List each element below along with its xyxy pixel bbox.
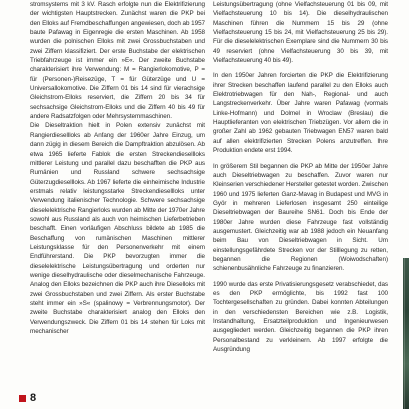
paragraph: stromsystems mit 3 kV. Rasch erfolgte nun die Elektrifizierung der wichtigsten Hauptstrecken. Zunächst waren die PKP bei den Elloks auf Fremdbeschaffungen angewiesen, doch ab 1957 baute Pafawag in Eigenregie die ersten Maschinen. Ab 1958 wurden die polnischen Elloks mit zwei Grossbuchstaben und zwei Ziffern klassifiziert. Der erste Buchstabe der elektrischen Triebfahrzeuge ist immer ein »E«. Der zweite Buchstabe charakterisiert ihre Verwendung: M = Rangierlokomotive, P = für (Personen-)Reisezüge, T = für Güterzüge und U = Universallokomotive. Die Ziffern 01 bis 14 sind für vierachsige Gleichstrom-Elloks reserviert, die Ziffern 20 bis 34 für sechsachsige Gleichstrom-Elloks und die Ziffern 40 bis 49 für andere Radsatzfolgen oder Mehrsystemmaschinen. (30, 1, 205, 121)
paragraph: Die Dieseltraktion hielt in Polen extensiv zunächst mit Rangierdiesellloks ab Anfang der 1960er Jahre Einzug, um dann zügig in diesem Bereich die Dampftraktion abzulösen. Ab etwa 1965 lieferte Fablok die ersten Streckendiesellloks mittlerer Leistung und parallel dazu beschafften die PKP aus Rumänien und Russland schwere sechsachsige Güterzugdiesellloks. Ab 1967 lieferte die einheimische Industrie erstmals relativ leistungsstarke Streckendiesellloks unter Verwendung italienischer Technologie. Schwere sechsachsige dieselelektrische Rangierloks wurden ab Mitte der 1970er Jahre sowohl aus Russland als auch von heimischen Lieferbetrieben beschafft. Einen vorläufigen Abschluss bildete ab 1985 die Beschaffung von rumänischen Maschinen mittlerer Leistungsklasse für den Personenverkehr mit einem Endführerstand. Die PKP bevorzugten immer die dieselelektrische Leistungsübertragung und orderten nur wenige dieselhydraulische oder dieselmechanische Fahrzeuge. Analog den Elloks bezeichnen die PKP auch ihre Dieselloks mit zwei Grossbuchstaben und zwei Ziffern. Als erster Buchstabe steht immer ein »S« (spalinowy = Verbrennungsmotor). Der zweite Buchstabe charakterisiert analog den Elloks den Verwendungszweck. Die Ziffern 01 bis 14 stehen für Loks mit mechanischer (30, 122, 205, 336)
right-text-column (213, 0, 388, 354)
paragraph: In größerem Stil begannen die PKP ab Mitte der 1950er Jahre auch Dieseltriebwagen zu beschaffen. Zuvor waren nur Kleinserien verschiedener Hersteller getestet worden. Zwischen 1960 und 1975 lieferten Ganz-Mavag in Budapest und MVG in Györ in mehreren Lieferlosen insgesamt 250 einteilige Dieseltriebwagen der Baureihe SN61. Doch bis Ende der 1980er Jahre wurden diese Fahrzeuge fast vollständig ausgemustert. Gleichzeitig war ab 1988 jedoch ein Neuanfang beim Bau von Dieseltriebwagen in Sicht. Um einstellungsgefährdete Strecken vor der Stilllegung zu retten, begannen die Regionen (Woiwodschaften) schienenbusähnliche Fahrzeuge zu finanzieren. (213, 162, 388, 273)
left-text-column (30, 0, 205, 336)
page-marker-square (19, 395, 26, 402)
paragraph: 1990 wurde das erste Privatisierungsgesetz verabschiedet, das es den PKP ermöglichte, bis 1992 fast 100 Tochtergesellschaften zu gründen. Dabei konnten Abteilungen in den verschiedensten Bereichen wie z.B. Logistik, Instandhaltung, Ersatzteilproduktion und Ingenieurwesen ausgegliedert werden. Gleichzeitig begannen die PKP ihren Personalbestand zu verkleinern. Ab 1997 erfolgte die Ausgründung (213, 280, 388, 354)
adjacent-photo-edge (403, 258, 409, 409)
page-number: 8 (30, 392, 37, 404)
paragraph: Leistungsübertragung (ohne Vielfachsteuerung 01 bis 09, mit Vielfachsteuerung 10 bis 14). Die dieselhydraulischen Maschinen führen die Nummern 15 bis 29 (ohne Vielfachsteuerung 15 bis 24, mit Vielfachsteuerung 25 bis 29). Für die dieselelektrischen Exemplare sind die Nummern 30 bis 49 reserviert (ohne Vielfachsteuerung 30 bis 39, mit Vielfachsteuerung 40 bis 49). (213, 1, 388, 65)
paragraph: In den 1950er Jahren forcierten die PKP die Elektrifizierung ihrer Strecken beschaffen laufend parallel zu den Elloks auch Elektrotriebwagen für den Nah-, Regional- und auch Langstreckenverkehr. Über Jahre waren Pafawag (vormals Linke-Hofmann) und Dolmel in Wroclaw (Breslau) die Hauptlieferanten von elektrischen Triebzügen. Vor allem die in großer Zahl ab 1962 gebauten Triebwagen EN57 waren bald auf allen elektrifizierten Strecken Polens anzutreffen. Ihre Produktion endete erst 1994. (213, 72, 388, 155)
page-footer (19, 393, 36, 404)
